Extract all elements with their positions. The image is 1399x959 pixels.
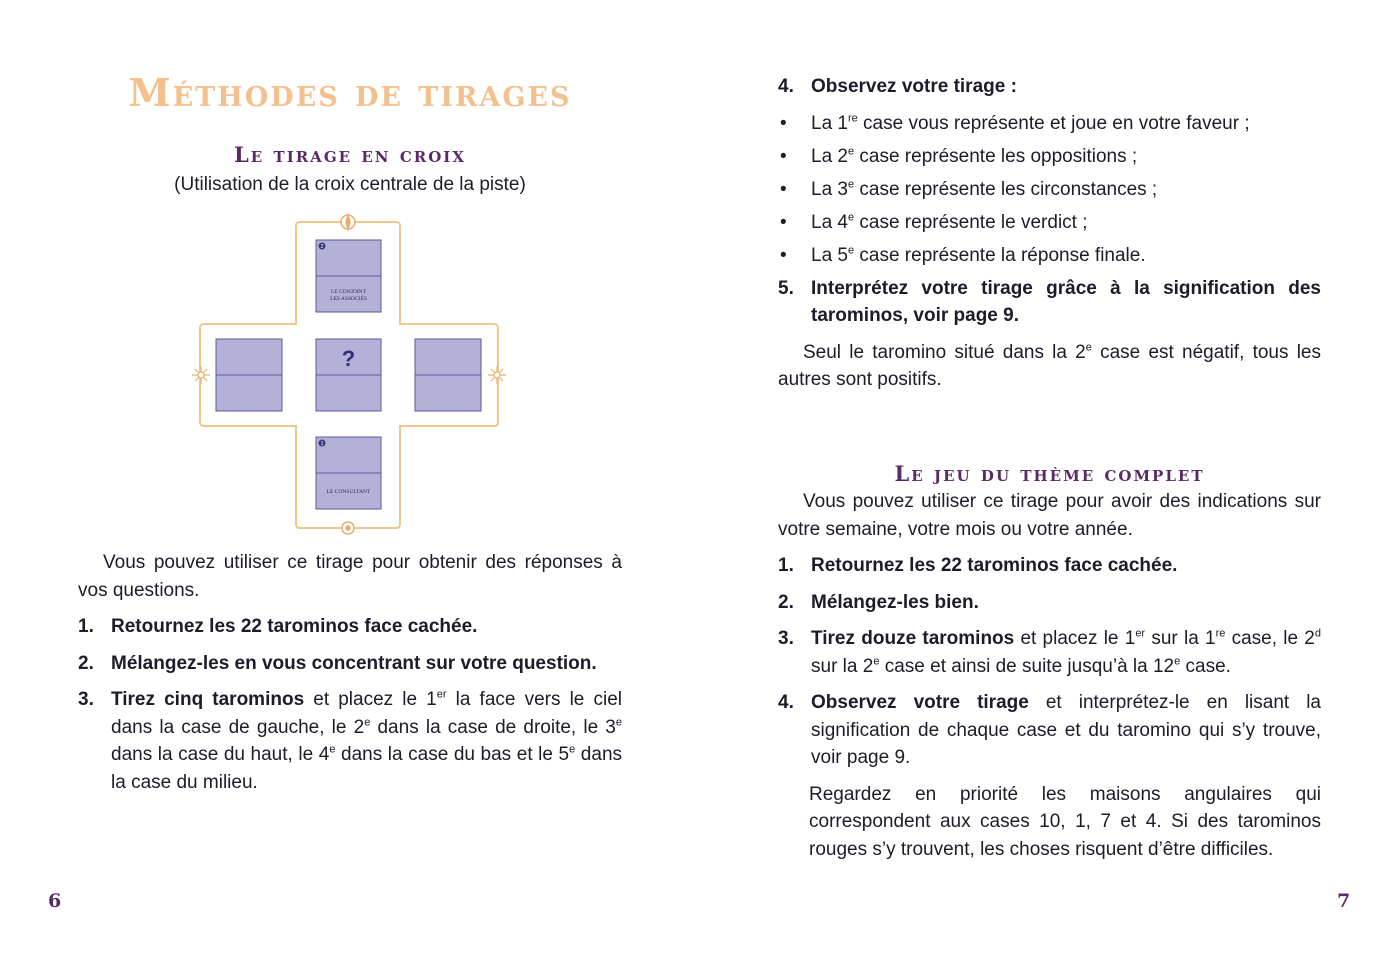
ordinal-sup: e xyxy=(329,743,336,756)
step-item xyxy=(778,689,1321,772)
right-page xyxy=(700,0,1399,959)
steps-continued xyxy=(778,73,1321,101)
step-text: et placez le 1 xyxy=(1014,628,1136,649)
intro-paragraph: Vous pouvez utiliser ce tirage pour obtenir des réponses à vos questions. xyxy=(78,552,622,601)
step-number: 5. xyxy=(778,277,794,299)
theme-intro: Vous pouvez utiliser ce tirage pour avoir des indications sur votre semaine, votre mois ou votre année. xyxy=(778,491,1321,540)
step-text: dans la case du haut, le 4 xyxy=(111,744,330,765)
bullet-list xyxy=(778,110,1321,270)
card-bottom-label: LE CONSULTANT xyxy=(326,489,371,495)
card-top-label-2: LES ASSOCIÉS xyxy=(330,296,367,302)
section-title-theme: Le jeu du thème complet xyxy=(894,461,1205,486)
step-text: Mélangez-les en vous concentrant sur votre question. xyxy=(111,652,597,674)
question-mark: ? xyxy=(341,346,356,371)
step-item xyxy=(778,275,1321,330)
section-header xyxy=(78,142,622,199)
bullet-dot: • xyxy=(780,211,787,233)
bullet-text: case vous représente et joue en votre faveur ; xyxy=(857,112,1250,134)
note-text: case est négatif, tous les autres sont positifs. xyxy=(778,341,1321,390)
step-text: la face vers le ciel dans la case de gauche, le 2 xyxy=(111,689,622,738)
ordinal-sup: e xyxy=(1174,655,1181,668)
step-text: et placez le 1 xyxy=(304,689,437,710)
step-text: Retournez les 22 tarominos face cachée. xyxy=(111,616,478,637)
step-number: 3. xyxy=(778,628,794,649)
step-text: Observez votre tirage : xyxy=(811,76,1017,97)
bullet-text: La 3 xyxy=(811,178,848,200)
bullet-text: case représente les circonstances ; xyxy=(854,178,1158,200)
step-text-bold: Tirez cinq tarominos xyxy=(111,689,305,710)
ordinal-sup: re xyxy=(1215,627,1226,640)
page-number-right: 7 xyxy=(1337,890,1351,912)
step-item xyxy=(78,686,622,796)
bullet-text: case représente le verdict ; xyxy=(854,211,1088,233)
sun-ornament-icon xyxy=(342,522,354,534)
steps-continued-2 xyxy=(778,275,1321,330)
star-ornament-icon xyxy=(192,366,210,384)
section-subtitle: (Utilisation de la croix centrale de la piste) xyxy=(174,174,526,195)
bullet-text: La 5 xyxy=(811,244,848,266)
step-item xyxy=(78,613,622,641)
section-title-croix: Le tirage en croix xyxy=(234,142,466,167)
bullet-dot: • xyxy=(780,244,787,266)
page-number-left: 6 xyxy=(48,890,62,912)
step-item xyxy=(78,650,622,678)
bullet-item xyxy=(778,242,1321,270)
bullet-item xyxy=(778,209,1321,237)
card-right xyxy=(415,339,481,411)
step-text: et interprétez-le en lisant la signification de chaque case et du taromino qui s’y trouve, voir page 9. xyxy=(811,692,1321,768)
card-top xyxy=(316,240,381,312)
note-text: Seul le taromino situé dans la 2 xyxy=(803,341,1086,363)
bullet-text: La 4 xyxy=(811,211,848,233)
cross-diagram xyxy=(188,208,512,538)
bullet-dot: • xyxy=(780,145,787,167)
bullet-text: La 2 xyxy=(811,145,848,167)
card-center xyxy=(316,339,381,411)
step-text: Mélangez-les bien. xyxy=(811,591,979,613)
theme-steps xyxy=(778,552,1321,772)
ordinal-sup: e xyxy=(1085,341,1092,354)
ordinal-sup: re xyxy=(847,112,858,125)
step-number: 1. xyxy=(778,555,794,576)
star-ornament-icon xyxy=(488,366,506,384)
step-text: case et ainsi de suite jusqu’à la 12 xyxy=(879,655,1175,677)
step-text: case. xyxy=(1180,655,1231,677)
step-text: sur la 1 xyxy=(1145,628,1216,649)
right-top xyxy=(778,73,1321,394)
sun-ornament-icon xyxy=(341,215,355,229)
step-text-bold: Observez votre tirage xyxy=(811,692,1029,713)
step-text: dans la case de droite, le 3 xyxy=(370,716,616,738)
left-body xyxy=(78,549,622,805)
step-text: dans la case du milieu. xyxy=(111,744,623,793)
ordinal-sup: e xyxy=(615,716,622,729)
card-left xyxy=(216,339,282,411)
step-text: dans la case du bas et le 5 xyxy=(335,744,570,765)
ordinal-sup: e xyxy=(847,211,855,224)
bullet-dot: • xyxy=(780,112,787,134)
bullet-dot: • xyxy=(780,178,787,200)
ordinal-sup: e xyxy=(847,178,855,191)
bullet-text: La 1 xyxy=(811,112,848,134)
step-text: case, le 2 xyxy=(1225,628,1315,649)
theme-section xyxy=(778,461,1321,863)
step-text: Interprétez votre tirage grâce à la signification des tarominos, voir page 9. xyxy=(811,277,1321,326)
card-bottom-number: 1 xyxy=(320,441,324,447)
steps-list xyxy=(78,613,622,796)
ordinal-sup: e xyxy=(847,145,855,158)
ordinal-sup: er xyxy=(436,688,447,701)
step-text-bold: Tirez douze tarominos xyxy=(811,628,1015,649)
card-bottom xyxy=(316,437,381,509)
bullet-item xyxy=(778,110,1321,138)
bullet-item xyxy=(778,176,1321,204)
ordinal-sup: d xyxy=(1314,627,1321,640)
card-top-number: 2 xyxy=(320,244,324,250)
step-item xyxy=(778,625,1321,680)
bullet-text: case représente les oppositions ; xyxy=(854,145,1138,167)
ordinal-sup: e xyxy=(569,743,576,756)
ordinal-sup: er xyxy=(1135,627,1146,640)
bullet-text: case représente la réponse finale. xyxy=(854,244,1146,266)
step-item xyxy=(778,552,1321,580)
step-text: Retournez les 22 tarominos face cachée. xyxy=(811,555,1178,576)
ordinal-sup: e xyxy=(364,716,371,729)
bullet-item xyxy=(778,143,1321,171)
ordinal-sup: e xyxy=(873,655,880,668)
step-number: 2. xyxy=(78,652,94,674)
ordinal-sup: e xyxy=(847,244,855,257)
step-number: 3. xyxy=(78,689,94,710)
step-number: 1. xyxy=(78,616,94,637)
step-number: 4. xyxy=(778,692,794,713)
step-number: 2. xyxy=(778,591,794,613)
step-item xyxy=(778,589,1321,617)
step-item xyxy=(778,73,1321,101)
card-top-label-1: LE CONJOINT xyxy=(331,289,366,295)
final-paragraph: Regardez en priorité les maisons angulaires qui correspondent aux cases 10, 1, 7 et 4. Si des tarominos rouges s’y trouvent, les choses risquent d’être difficiles. xyxy=(809,783,1321,860)
step-text: sur la 2 xyxy=(811,655,874,677)
page-title: Méthodes de tirages xyxy=(128,70,572,115)
step-number: 4. xyxy=(778,76,794,97)
note-paragraph xyxy=(778,339,1321,394)
